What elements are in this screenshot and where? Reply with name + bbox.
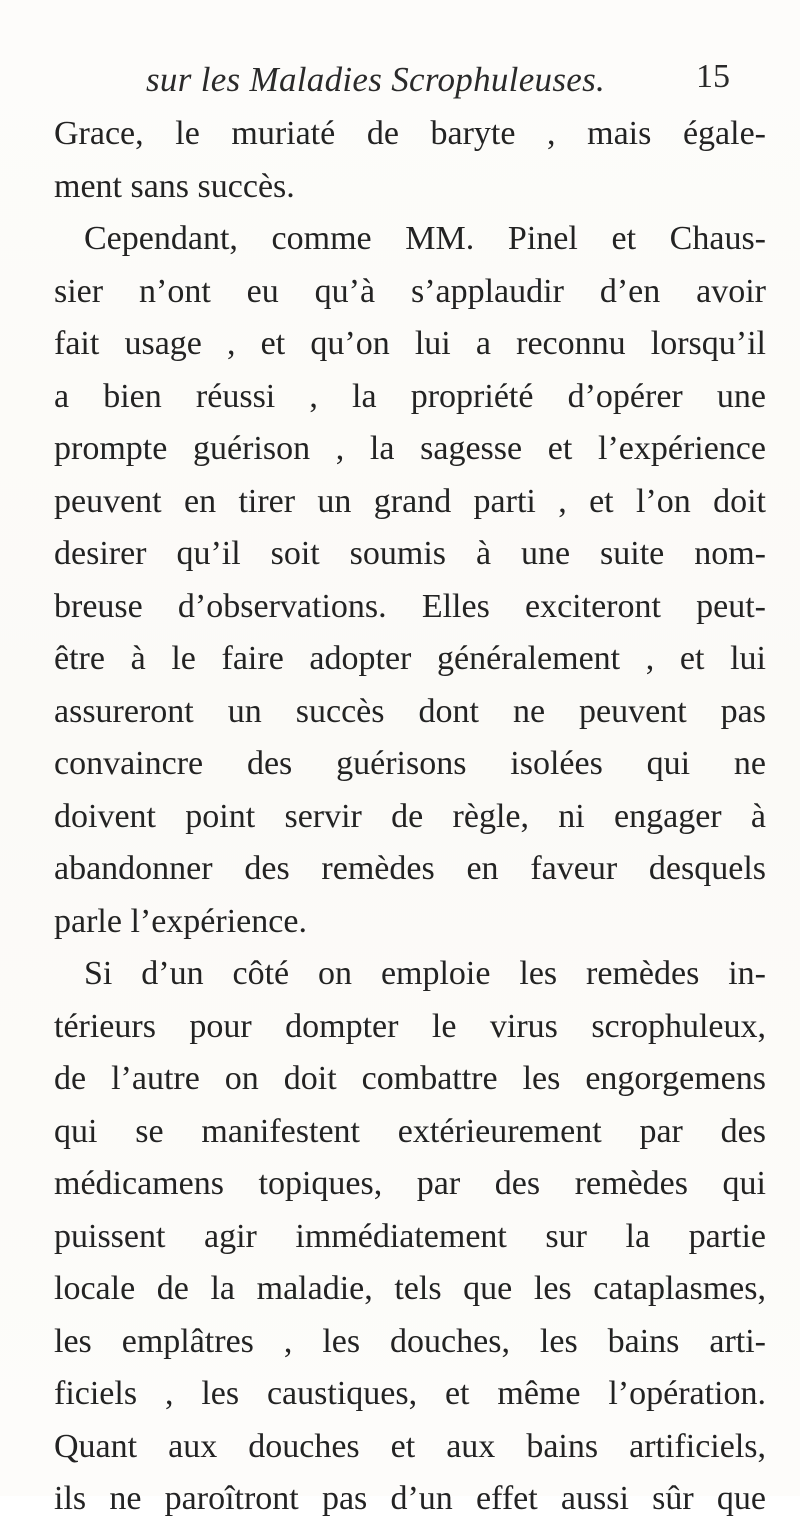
- text-line: breuse d’observations. Elles exciteront peut-: [54, 587, 766, 625]
- text-line: térieurs pour dompter le virus scrophuleux,: [54, 1007, 766, 1045]
- text-line: prompte guérison , la sagesse et l’expérience: [54, 430, 766, 467]
- text-line: sier n’ont eu qu’à s’applaudir d’en avoir: [54, 272, 766, 310]
- text-line: Cependant, comme MM. Pinel et Chaus-: [84, 220, 766, 257]
- text-line: locale de la maladie, tels que les cataplasmes,: [54, 1270, 766, 1307]
- running-title: sur les Maladies Scrophuleuses.: [146, 60, 606, 99]
- text-line: desirer qu’il soit soumis à une suite nom-: [54, 535, 766, 572]
- text-line: être à le faire adopter généralement , et lui: [54, 640, 766, 677]
- text-line: Grace, le muriaté de baryte , mais égale-: [54, 115, 766, 152]
- text-line: médicamens topiques, par des remèdes qui: [54, 1165, 766, 1202]
- text-line: puissent agir immédiatement sur la partie: [54, 1217, 766, 1255]
- text-line: ils ne paroîtront pas d’un effet aussi sûr que: [54, 1480, 766, 1517]
- text-line: a bien réussi , la propriété d’opérer une: [54, 377, 766, 415]
- text-line: Quant aux douches et aux bains artificiels,: [54, 1427, 766, 1465]
- text-line: parle l’expérience.: [54, 902, 307, 940]
- page-number: 15: [696, 58, 730, 95]
- text-line: peuvent en tirer un grand parti , et l’on doit: [54, 482, 766, 520]
- text-line: ment sans succès.: [54, 167, 295, 205]
- text-line: fait usage , et qu’on lui a reconnu lorsqu’il: [54, 325, 766, 362]
- text-line: Si d’un côté on emploie les remèdes in-: [84, 955, 766, 992]
- body-text: [54, 108, 766, 1526]
- text-line: doivent point servir de règle, ni engager à: [54, 797, 766, 835]
- text-line: ficiels , les caustiques, et même l’opération.: [54, 1375, 766, 1412]
- text-line: qui se manifestent extérieurement par des: [54, 1112, 766, 1150]
- text-line: assureront un succès dont ne peuvent pas: [54, 692, 766, 730]
- text-line: abandonner des remèdes en faveur desquels: [54, 850, 766, 887]
- page-header: [146, 52, 766, 102]
- text-line: convaincre des guérisons isolées qui ne: [54, 745, 766, 782]
- text-line: les emplâtres , les douches, les bains arti-: [54, 1322, 766, 1360]
- text-line: de l’autre on doit combattre les engorgemens: [54, 1060, 766, 1097]
